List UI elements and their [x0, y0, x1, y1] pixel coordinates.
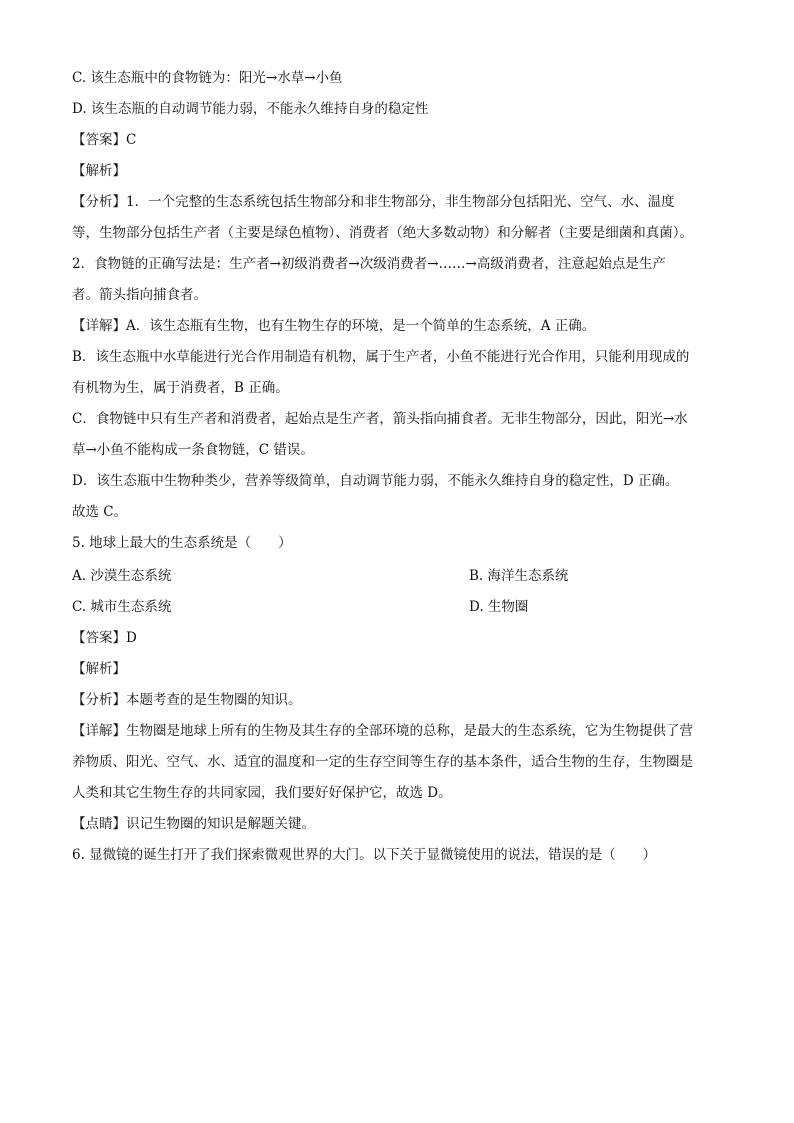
- answer-label: 【答案】C: [72, 132, 137, 148]
- option-d: D. 生物圈: [469, 599, 529, 615]
- answer-label: 【答案】D: [72, 630, 137, 646]
- option-c-text: C. 该生态瓶中的食物链为：阳光→水草→小鱼: [72, 70, 343, 86]
- detail-paragraph: 草→小鱼不能构成一条食物链，C 错误。: [72, 442, 314, 458]
- option-b: B. 海洋生态系统: [469, 568, 569, 584]
- analysis-heading: 【解析】: [72, 163, 126, 179]
- question-5-options-row: [72, 566, 569, 586]
- detail-paragraph: C．食物链中只有生产者和消费者，起始点是生产者，箭头指向捕食者。无非生物部分，因此，阳光→水: [72, 411, 688, 427]
- question-5-options-row: [72, 597, 529, 617]
- tip-paragraph: 【点睛】识记生物圈的知识是解题关键。: [72, 816, 315, 832]
- analysis-paragraph: 【分析】1．一个完整的生态系统包括生物部分和非生物部分，非生物部分包括阳光、空气、水、温度: [72, 194, 675, 210]
- analysis-paragraph: 等，生物部分包括生产者（主要是绿色植物）、消费者（绝大多数动物）和分解者（主要是细菌和真菌）。: [72, 225, 693, 241]
- analysis-paragraph: 2．食物链的正确写法是：生产者→初级消费者→次级消费者→……→高级消费者，注意起始点是生产: [72, 256, 666, 272]
- option-d-text: D. 该生态瓶的自动调节能力弱，不能永久维持自身的稳定性: [72, 101, 429, 117]
- option-c: C. 城市生态系统: [72, 599, 172, 615]
- conclusion-text: 故选 C。: [72, 504, 128, 520]
- question-5-stem: 5. 地球上最大的生态系统是（ ）: [72, 535, 292, 551]
- detail-paragraph: 【详解】生物圈是地球上所有的生物及其生存的全部环境的总称，是最大的生态系统，它为生物提供了营: [72, 723, 693, 739]
- analysis-heading: 【解析】: [72, 661, 126, 677]
- detail-paragraph: 养物质、阳光、空气、水、适宜的温度和一定的生存空间等生存的基本条件，适合生物的生存，生物圈是: [72, 754, 693, 770]
- analysis-paragraph: 者。箭头指向捕食者。: [72, 287, 207, 303]
- detail-paragraph: D．该生态瓶中生物种类少，营养等级简单，自动调节能力弱，不能永久维持自身的稳定性，D 正确。: [72, 473, 679, 489]
- detail-paragraph: 人类和其它生物生存的共同家园，我们要好好保护它，故选 D。: [72, 785, 452, 801]
- option-a: A. 沙漠生态系统: [72, 568, 172, 584]
- detail-paragraph: B．该生态瓶中水草能进行光合作用制造有机物，属于生产者，小鱼不能进行光合作用，只能利用现成的: [72, 349, 690, 365]
- detail-paragraph: 【详解】A．该生态瓶有生物，也有生物生存的环境，是一个简单的生态系统，A 正确。: [72, 318, 596, 334]
- question-6-stem: 6. 显微镜的诞生打开了我们探索微观世界的大门。以下关于显微镜使用的说法，错误的是（ ）: [72, 847, 657, 863]
- detail-paragraph: 有机物为生，属于消费者，B 正确。: [72, 380, 289, 396]
- analysis-paragraph: 【分析】本题考查的是生物圈的知识。: [72, 692, 302, 708]
